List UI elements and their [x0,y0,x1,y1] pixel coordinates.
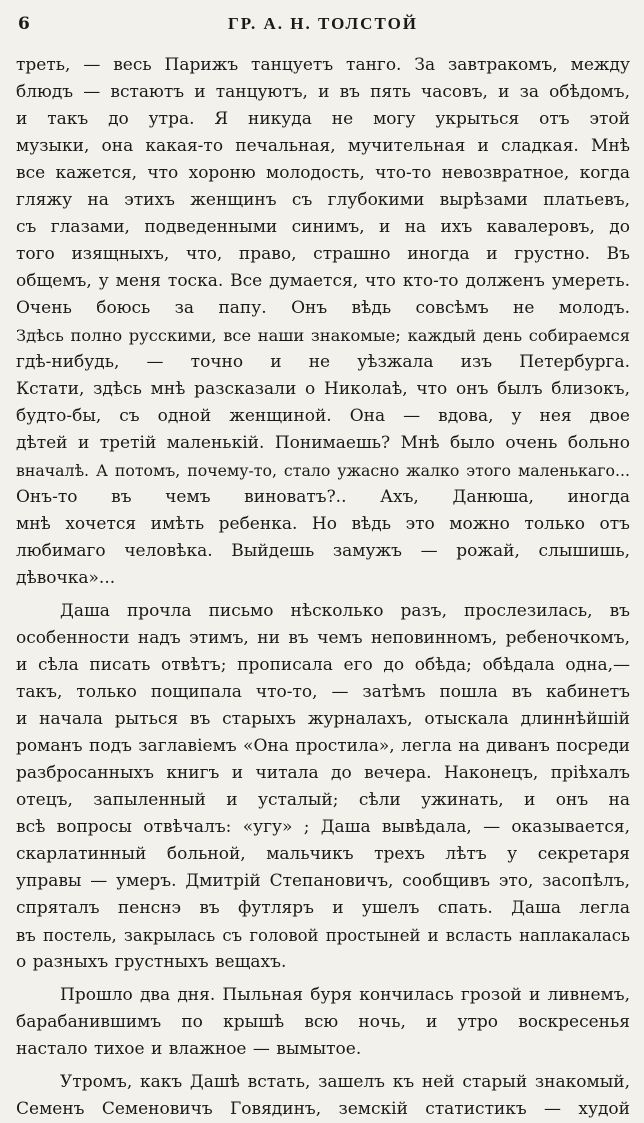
paragraph [16,1069,630,1123]
text-line: все кажется, что хороню молодость, что-то невозвратное, когда [16,163,630,183]
text-line: Онъ-то въ чемъ виноватъ?.. Ахъ, Данюша, иногда [16,487,630,507]
page-number: 6 [18,14,30,34]
paragraph [16,598,630,976]
text-line: отецъ, запыленный и усталый; сѣли ужинать, и онъ на [16,790,630,810]
text-line: дѣвочка»... [16,568,116,588]
text-line: и сѣла писать отвѣтъ; прописала его до обѣда; обѣдала одна,— [16,655,630,675]
page-body [16,52,630,1123]
text-line: въ постель, закрылась съ головой простыней и всласть наплакалась [16,926,630,945]
text-line: треть, — весь Парижъ танцуетъ танго. За завтракомъ, между [16,55,630,75]
text-line: управы — умеръ. Дмитрій Степановичъ, сообщивъ это, засопѣлъ, [16,871,630,891]
text-line: разбросанныхъ книгъ и читала до вечера. Наконецъ, пріѣхалъ [16,763,630,783]
text-line: спряталъ пенснэ въ футляръ и ушелъ спать. Даша легла [16,898,630,918]
text-line: будто-бы, съ одной женщиной. Она — вдова, у нея двое [16,406,630,426]
paragraph [16,52,630,592]
text-line: и начала рыться въ старыхъ журналахъ, отыскала длиннѣйшій [16,709,630,729]
text-line: такъ, только пощипала что-то, — затѣмъ пошла въ кабинетъ [16,682,630,702]
text-line: Семенъ Семеновичъ Говядинъ, земскій статистикъ — худой [16,1099,630,1119]
text-line: гдѣ-нибудь, — точно и не уѣзжала изъ Петербурга. [16,352,630,372]
text-line: мнѣ хочется имѣть ребенка. Но вѣдь это можно только отъ [16,514,630,534]
text-line: вначалѣ. А потомъ, почему-то, стало ужасно жалко этого маленькаго... [16,461,630,480]
text-line: блюдъ — встаютъ и танцуютъ, и въ пять часовъ, и за обѣдомъ, [16,82,630,102]
text-line: того изящныхъ, что, право, страшно иногда и грустно. Въ [16,244,630,264]
text-line: и такъ до утра. Я никуда не могу укрыться отъ этой [16,109,630,129]
text-line: о разныхъ грустныхъ вещахъ. [16,952,287,972]
text-line: романъ подъ заглавіемъ «Она простила», легла на диванъ посреди [16,736,630,756]
text-line: съ глазами, подведенными синимъ, и на ихъ кавалеровъ, до [16,217,630,237]
paragraph [16,982,630,1063]
text-line: Кстати, здѣсь мнѣ разсказали о Николаѣ, что онъ былъ близокъ, [16,379,630,399]
text-line: барабанившимъ по крышѣ всю ночь, и утро воскресенья [16,1012,630,1032]
text-line: особенности надъ этимъ, ни въ чемъ неповинномъ, ребеночкомъ, [16,628,630,648]
text-line: всѣ вопросы отвѣчалъ: «угу» ; Даша вывѣдала, — оказывается, [16,817,630,837]
text-line: Очень боюсь за папу. Онъ вѣдь совсѣмъ не молодъ. [16,298,630,318]
text-line: дѣтей и третій маленькій. Понимаешь? Мнѣ было очень больно [16,433,630,453]
text-line: общемъ, у меня тоска. Все думается, что кто-то долженъ умереть. [16,271,630,291]
text-line: скарлатинный больной, мальчикъ трехъ лѣтъ у секретаря [16,844,630,864]
text-line: Здѣсь полно русскими, все наши знакомые; каждый день собираемся [16,326,630,345]
text-line: любимаго человѣка. Выйдешь замужъ — рожай, слышишь, [16,541,630,561]
text-line: Прошло два дня. Пыльная буря кончилась грозой и ливнемъ, [60,985,630,1005]
text-line: музыки, она какая-то печальная, мучительная и сладкая. Мнѣ [16,136,630,156]
text-line: гляжу на этихъ женщинъ съ глубокими вырѣзами платьевъ, [16,190,630,210]
text-line: Даша прочла письмо нѣсколько разъ, прослезилась, въ [60,601,630,621]
text-line: Утромъ, какъ Дашѣ встать, зашелъ къ ней старый знакомый, [60,1072,630,1092]
page-header [16,14,630,42]
running-head: ГР. А. Н. ТОЛСТОЙ [227,14,419,33]
book-page [16,14,630,1123]
text-line: настало тихое и влажное — вымытое. [16,1039,362,1059]
